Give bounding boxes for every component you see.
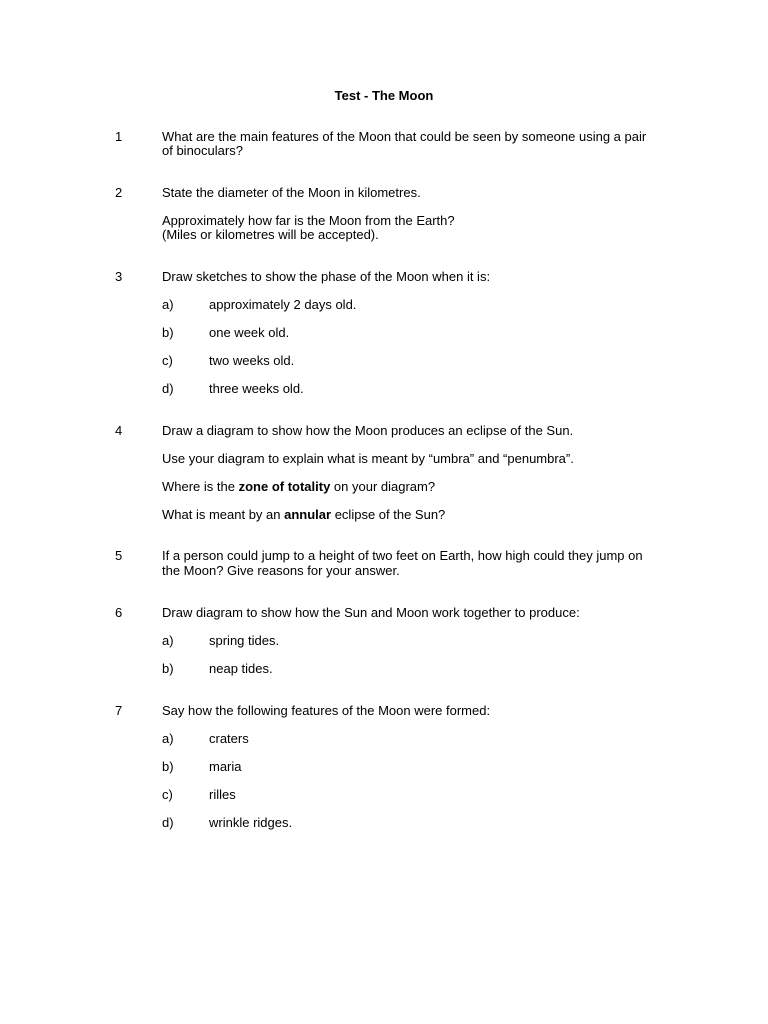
question-number: 7 xyxy=(115,703,123,718)
part-text: craters xyxy=(209,731,249,746)
part-letter: c) xyxy=(162,353,173,368)
text-segment: on your diagram? xyxy=(330,479,436,494)
question-text: of binoculars? xyxy=(162,143,243,158)
part-text: neap tides. xyxy=(209,661,273,676)
question-number: 2 xyxy=(115,185,123,200)
part-letter: c) xyxy=(162,787,173,802)
question-text: (Miles or kilometres will be accepted). xyxy=(162,227,379,242)
text-segment: Where is the xyxy=(162,479,239,494)
part-letter: a) xyxy=(162,297,174,312)
bold-term: annular xyxy=(284,507,332,522)
part-text: one week old. xyxy=(209,325,290,340)
question-number: 1 xyxy=(115,129,123,144)
question-text: the Moon? Give reasons for your answer. xyxy=(162,563,400,578)
question-text: Draw diagram to show how the Sun and Moon work together to produce: xyxy=(162,605,580,620)
part-letter: b) xyxy=(162,325,174,340)
question-text: Approximately how far is the Moon from the Earth? xyxy=(162,213,455,228)
question-text: Draw sketches to show the phase of the Moon when it is: xyxy=(162,269,491,284)
question-text: Say how the following features of the Moon were formed: xyxy=(162,703,491,718)
question-text: Draw a diagram to show how the Moon produces an eclipse of the Sun. xyxy=(162,423,574,438)
part-letter: b) xyxy=(162,759,174,774)
question-text: State the diameter of the Moon in kilometres. xyxy=(162,185,421,200)
question-number: 5 xyxy=(115,548,123,563)
part-letter: d) xyxy=(162,815,174,830)
part-text: approximately 2 days old. xyxy=(209,297,357,312)
question-number: 4 xyxy=(115,423,123,438)
page-title: Test - The Moon xyxy=(334,88,434,103)
zone-of-totality-line xyxy=(162,479,435,494)
part-text: rilles xyxy=(209,787,236,802)
bold-term: zone of totality xyxy=(238,479,331,494)
part-letter: a) xyxy=(162,731,174,746)
question-number: 3 xyxy=(115,269,123,284)
text-segment: eclipse of the Sun? xyxy=(331,507,446,522)
part-text: two weeks old. xyxy=(209,353,295,368)
part-letter: d) xyxy=(162,381,174,396)
question-text: Use your diagram to explain what is meant by “umbra” and “penumbra”. xyxy=(162,451,574,466)
question-number: 6 xyxy=(115,605,123,620)
question-text: If a person could jump to a height of two feet on Earth, how high could they jump on xyxy=(162,548,643,563)
text-segment: What is meant by an xyxy=(162,507,285,522)
part-letter: a) xyxy=(162,633,174,648)
question-text: What are the main features of the Moon that could be seen by someone using a pair xyxy=(162,129,647,144)
part-text: spring tides. xyxy=(209,633,280,648)
part-text: wrinkle ridges. xyxy=(209,815,293,830)
annular-line xyxy=(162,507,445,522)
part-text: three weeks old. xyxy=(209,381,304,396)
part-text: maria xyxy=(209,759,242,774)
part-letter: b) xyxy=(162,661,174,676)
